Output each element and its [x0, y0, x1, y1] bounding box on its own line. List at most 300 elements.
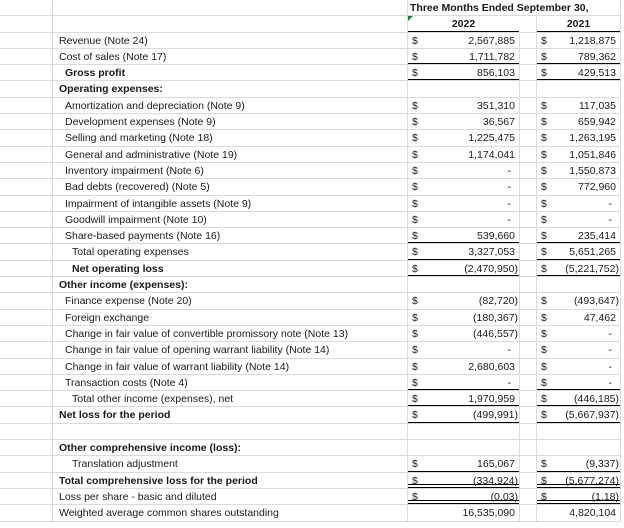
currency-symbol: $ — [541, 295, 547, 308]
table-row — [0, 310, 624, 326]
row-label: Impairment of intangible assets (Note 9) — [65, 197, 252, 210]
row-label: Change in fair value of convertible promissory note (Note 13) — [65, 327, 349, 340]
currency-symbol: $ — [412, 262, 418, 275]
row-label: Development expenses (Note 9) — [65, 116, 216, 129]
value: (5,667,937) — [565, 409, 619, 422]
value: - — [608, 360, 612, 373]
currency-symbol: $ — [541, 148, 547, 161]
cell[interactable] — [0, 179, 53, 195]
value-2021-cell[interactable] — [537, 277, 621, 293]
row-label-cell[interactable] — [53, 456, 408, 472]
row-label-cell[interactable] — [53, 244, 408, 260]
row-label-cell[interactable] — [53, 81, 408, 97]
currency-symbol: $ — [541, 67, 547, 80]
value-2021-cell[interactable] — [537, 114, 621, 130]
value-2022-cell[interactable] — [408, 293, 520, 309]
table-row — [0, 179, 624, 195]
value-2021-cell[interactable] — [537, 33, 621, 49]
value-2021-cell[interactable] — [537, 98, 621, 114]
value-2022-cell[interactable] — [408, 456, 520, 472]
value-2021-cell[interactable] — [537, 261, 621, 277]
currency-symbol: $ — [541, 474, 547, 487]
row-label: Inventory impairment (Note 6) — [65, 164, 204, 177]
table-row — [0, 424, 624, 440]
value-2022-cell[interactable] — [408, 114, 520, 130]
cell[interactable] — [0, 244, 53, 260]
value: 1,711,782 — [469, 50, 515, 63]
row-label: Total other income (expenses), net — [72, 393, 234, 406]
value: 856,103 — [477, 67, 515, 80]
value-2022-cell[interactable] — [408, 326, 520, 342]
cell[interactable] — [520, 212, 537, 228]
value-2021-cell[interactable] — [537, 179, 621, 195]
value-2022-cell[interactable] — [408, 163, 520, 179]
value: 1,218,875 — [569, 34, 616, 47]
currency-symbol: $ — [412, 458, 418, 471]
value-2021-cell[interactable] — [537, 424, 621, 440]
cell[interactable] — [520, 342, 537, 358]
cell[interactable] — [53, 16, 408, 32]
cell[interactable] — [520, 179, 537, 195]
value-2021-cell[interactable] — [537, 228, 621, 244]
row-label-cell[interactable] — [53, 489, 408, 505]
cell[interactable] — [0, 342, 53, 358]
currency-symbol: $ — [412, 34, 418, 47]
currency-symbol: $ — [541, 99, 547, 112]
currency-symbol: $ — [541, 376, 547, 389]
cell[interactable] — [0, 81, 53, 97]
row-label-cell[interactable] — [53, 147, 408, 163]
row-label-cell[interactable] — [53, 391, 408, 407]
value-2021-cell[interactable] — [537, 489, 621, 505]
cell[interactable] — [0, 293, 53, 309]
value-2021-cell[interactable] — [537, 456, 621, 472]
header-row-period — [0, 0, 624, 16]
currency-symbol: $ — [541, 344, 547, 357]
row-label-cell[interactable] — [53, 375, 408, 391]
currency-symbol: $ — [541, 311, 547, 324]
cell[interactable] — [0, 212, 53, 228]
table-row — [0, 147, 624, 163]
value: 351,310 — [477, 99, 515, 112]
value-2022-cell[interactable] — [408, 489, 520, 505]
value-2022-cell[interactable] — [408, 261, 520, 277]
year-2022-label: 2022 — [451, 18, 476, 31]
cell[interactable] — [0, 326, 53, 342]
value: - — [608, 327, 612, 340]
year-2021-label: 2021 — [566, 18, 591, 31]
row-label: Share-based payments (Note 16) — [65, 230, 221, 243]
row-label: Total operating expenses — [72, 246, 189, 259]
table-row — [0, 489, 624, 505]
row-label-cell[interactable] — [53, 98, 408, 114]
value-2021-cell[interactable] — [537, 81, 621, 97]
value: 5,651,265 — [569, 246, 616, 259]
row-label-cell[interactable] — [53, 440, 408, 456]
cell[interactable] — [0, 16, 53, 32]
value: 235,414 — [578, 230, 616, 243]
value-2021-cell[interactable] — [537, 244, 621, 260]
row-label-cell[interactable] — [53, 310, 408, 326]
cell[interactable] — [0, 310, 53, 326]
cell[interactable] — [520, 33, 537, 49]
row-label-cell[interactable] — [53, 342, 408, 358]
currency-symbol: $ — [412, 213, 418, 226]
row-label: Finance expense (Note 20) — [65, 295, 192, 308]
cell[interactable] — [0, 375, 53, 391]
value: 165,067 — [477, 458, 515, 471]
table-row — [0, 244, 624, 260]
value-2021-cell[interactable] — [537, 212, 621, 228]
error-indicator-icon — [408, 16, 413, 21]
currency-symbol: $ — [412, 230, 418, 243]
currency-symbol: $ — [412, 409, 418, 422]
value-2022-cell[interactable] — [408, 359, 520, 375]
table-row — [0, 163, 624, 179]
value-2022-cell[interactable] — [408, 440, 520, 456]
cell[interactable] — [520, 98, 537, 114]
row-label-cell[interactable] — [53, 212, 408, 228]
value-2022-cell[interactable] — [408, 424, 520, 440]
cell[interactable] — [0, 98, 53, 114]
cell[interactable] — [520, 65, 537, 81]
value-2022-cell[interactable] — [408, 130, 520, 146]
currency-symbol: $ — [412, 490, 418, 503]
value-2021-cell[interactable] — [537, 342, 621, 358]
table-row — [0, 342, 624, 358]
value: - — [507, 197, 511, 210]
currency-symbol: $ — [412, 50, 418, 63]
cell[interactable] — [520, 489, 537, 505]
table-row — [0, 33, 624, 49]
value-2021-cell[interactable] — [537, 391, 621, 407]
cell[interactable] — [0, 0, 53, 16]
cell[interactable] — [520, 505, 537, 521]
table-row — [0, 440, 624, 456]
value: 1,174,041 — [468, 148, 515, 161]
currency-symbol: $ — [412, 132, 418, 145]
value: - — [608, 344, 612, 357]
currency-symbol: $ — [412, 197, 418, 210]
value: - — [507, 213, 511, 226]
value-2022-cell[interactable] — [408, 342, 520, 358]
row-label-cell[interactable] — [53, 261, 408, 277]
value: 3,327,053 — [468, 246, 515, 259]
table-row — [0, 326, 624, 342]
value: - — [608, 213, 612, 226]
row-label-cell[interactable] — [53, 114, 408, 130]
period-title-cell[interactable] — [408, 0, 589, 16]
cell[interactable] — [0, 489, 53, 505]
cell[interactable] — [520, 326, 537, 342]
row-label: Selling and marketing (Note 18) — [65, 132, 213, 145]
value-2021-cell[interactable] — [537, 440, 621, 456]
value: 36,567 — [482, 116, 515, 129]
cell[interactable] — [520, 391, 537, 407]
currency-symbol: $ — [412, 181, 418, 194]
value: - — [507, 181, 511, 194]
table-row — [0, 473, 624, 489]
table-row — [0, 261, 624, 277]
value-2022-cell[interactable] — [408, 228, 520, 244]
value: 117,035 — [578, 99, 616, 112]
row-label-cell[interactable] — [53, 407, 408, 423]
value: - — [608, 376, 612, 389]
cell[interactable] — [0, 261, 53, 277]
row-label: Loss per share - basic and diluted — [59, 490, 217, 503]
cell[interactable] — [0, 130, 53, 146]
currency-symbol: $ — [541, 458, 547, 471]
value: - — [608, 197, 612, 210]
cell[interactable] — [0, 196, 53, 212]
row-label: Other income (expenses): — [59, 279, 188, 292]
currency-symbol: $ — [412, 164, 418, 177]
cell[interactable] — [520, 277, 537, 293]
cell[interactable] — [520, 261, 537, 277]
year-2021-cell[interactable] — [537, 16, 621, 32]
cell[interactable] — [520, 424, 537, 440]
value-2021-cell[interactable] — [537, 163, 621, 179]
row-label: Net loss for the period — [59, 409, 171, 422]
value: 2,680,603 — [468, 360, 515, 373]
value-2022-cell[interactable] — [408, 147, 520, 163]
currency-symbol: $ — [541, 116, 547, 129]
currency-symbol: $ — [412, 99, 418, 112]
table-row — [0, 49, 624, 65]
cell[interactable] — [0, 505, 53, 521]
cell[interactable] — [520, 163, 537, 179]
value-2022-cell[interactable] — [408, 196, 520, 212]
currency-symbol: $ — [412, 246, 418, 259]
value: - — [507, 164, 511, 177]
row-label: General and administrative (Note 19) — [65, 148, 238, 161]
value: (82,720) — [478, 295, 518, 308]
row-label-cell[interactable] — [53, 179, 408, 195]
value: (180,367) — [473, 311, 518, 324]
cell[interactable] — [0, 228, 53, 244]
row-label-cell[interactable] — [53, 326, 408, 342]
cell[interactable] — [520, 228, 537, 244]
currency-symbol: $ — [412, 327, 418, 340]
value: 2,567,885 — [468, 34, 515, 47]
row-label-cell[interactable] — [53, 130, 408, 146]
cell[interactable] — [520, 310, 537, 326]
value-2021-cell[interactable] — [537, 147, 621, 163]
row-label-cell[interactable] — [53, 473, 408, 489]
cell[interactable] — [0, 473, 53, 489]
value: 1,225,475 — [468, 132, 515, 145]
value: 789,362 — [578, 50, 616, 63]
value: (446,557) — [473, 327, 518, 340]
cell[interactable] — [520, 359, 537, 375]
value-2022-cell[interactable] — [408, 244, 520, 260]
table-row — [0, 65, 624, 81]
currency-symbol: $ — [541, 262, 547, 275]
header-row-years — [0, 16, 624, 32]
value: 47,462 — [583, 311, 616, 324]
value-2022-cell[interactable] — [408, 277, 520, 293]
cell[interactable] — [520, 440, 537, 456]
value: (446,185) — [574, 393, 619, 406]
row-label-cell[interactable] — [53, 65, 408, 81]
value-2021-cell[interactable] — [537, 196, 621, 212]
row-label: Transaction costs (Note 4) — [65, 376, 188, 389]
cell[interactable] — [0, 65, 53, 81]
row-label-cell[interactable] — [53, 293, 408, 309]
row-label-cell[interactable] — [53, 359, 408, 375]
cell[interactable] — [0, 163, 53, 179]
currency-symbol: $ — [412, 393, 418, 406]
cell[interactable] — [520, 407, 537, 423]
value-2021-cell[interactable] — [537, 375, 621, 391]
table-row — [0, 359, 624, 375]
cell[interactable] — [0, 277, 53, 293]
cell[interactable] — [53, 0, 408, 16]
cell[interactable] — [0, 440, 53, 456]
currency-symbol: $ — [412, 148, 418, 161]
value: 539,660 — [477, 230, 515, 243]
value-2022-cell[interactable] — [408, 310, 520, 326]
value-2021-cell[interactable] — [537, 130, 621, 146]
value-2021-cell[interactable] — [537, 310, 621, 326]
value-2021-cell[interactable] — [537, 65, 621, 81]
cell[interactable] — [0, 49, 53, 65]
cell[interactable] — [520, 16, 537, 32]
value-2022-cell[interactable] — [408, 49, 520, 65]
cell[interactable] — [520, 49, 537, 65]
cell[interactable] — [520, 473, 537, 489]
table-row — [0, 407, 624, 423]
currency-symbol: $ — [541, 490, 547, 503]
row-label-cell[interactable] — [53, 196, 408, 212]
value: (1.18) — [591, 490, 619, 503]
currency-symbol: $ — [412, 67, 418, 80]
cell[interactable] — [0, 114, 53, 130]
value: 1,263,195 — [569, 132, 616, 145]
value: 659,942 — [578, 116, 616, 129]
row-label-cell[interactable] — [53, 49, 408, 65]
table-row — [0, 228, 624, 244]
table-row — [0, 277, 624, 293]
row-label: Translation adjustment — [72, 458, 178, 471]
row-label: Weighted average common shares outstanding — [59, 507, 279, 520]
value-2022-cell[interactable] — [408, 33, 520, 49]
row-label: Other comprehensive income (loss): — [59, 442, 242, 455]
year-2022-cell[interactable] — [408, 16, 520, 32]
table-row — [0, 196, 624, 212]
value-2022-cell[interactable] — [408, 505, 520, 521]
value: (2,470,950) — [464, 262, 518, 275]
cell[interactable] — [0, 424, 53, 440]
value: 4,820,104 — [569, 507, 616, 520]
row-label: Change in fair value of opening warrant liability (Note 14) — [65, 344, 330, 357]
value-2021-cell[interactable] — [537, 326, 621, 342]
currency-symbol: $ — [541, 181, 547, 194]
value-2021-cell[interactable] — [537, 505, 621, 521]
currency-symbol: $ — [541, 132, 547, 145]
cell[interactable] — [0, 147, 53, 163]
currency-symbol: $ — [412, 311, 418, 324]
cell[interactable] — [0, 456, 53, 472]
currency-symbol: $ — [412, 376, 418, 389]
cell[interactable] — [520, 456, 537, 472]
value-2022-cell[interactable] — [408, 65, 520, 81]
row-label: Foreign exchange — [65, 311, 150, 324]
value-2022-cell[interactable] — [408, 391, 520, 407]
cell[interactable] — [520, 293, 537, 309]
value: 772,960 — [578, 181, 616, 194]
value: 1,970,959 — [468, 393, 515, 406]
value-2022-cell[interactable] — [408, 473, 520, 489]
value: 1,550,873 — [569, 164, 616, 177]
value-2022-cell[interactable] — [408, 179, 520, 195]
table-row — [0, 130, 624, 146]
row-label: Operating expenses: — [59, 83, 163, 96]
value-2021-cell[interactable] — [537, 359, 621, 375]
row-label: Total comprehensive loss for the period — [59, 474, 258, 487]
value-2021-cell[interactable] — [537, 293, 621, 309]
cell[interactable] — [520, 130, 537, 146]
table-row — [0, 212, 624, 228]
cell[interactable] — [0, 391, 53, 407]
value-2021-cell[interactable] — [537, 407, 621, 423]
value: 429,513 — [578, 67, 616, 80]
value-2021-cell[interactable] — [537, 473, 621, 489]
value: (5,221,752) — [565, 262, 619, 275]
currency-symbol: $ — [412, 116, 418, 129]
cell[interactable] — [520, 244, 537, 260]
value-2021-cell[interactable] — [537, 49, 621, 65]
value-2022-cell[interactable] — [408, 407, 520, 423]
table-row — [0, 98, 624, 114]
cell[interactable] — [0, 359, 53, 375]
row-label-cell[interactable] — [53, 424, 408, 440]
row-label-cell[interactable] — [53, 33, 408, 49]
row-label-cell[interactable] — [53, 505, 408, 521]
cell[interactable] — [520, 375, 537, 391]
cell[interactable] — [520, 147, 537, 163]
value: (499,991) — [473, 409, 518, 422]
table-row — [0, 391, 624, 407]
row-label-cell[interactable] — [53, 228, 408, 244]
value: (334,924) — [473, 474, 518, 487]
currency-symbol: $ — [412, 360, 418, 373]
period-title: Three Months Ended September 30, — [408, 0, 598, 15]
currency-symbol: $ — [412, 295, 418, 308]
value: - — [507, 376, 511, 389]
cell[interactable] — [520, 81, 537, 97]
table-row — [0, 505, 624, 521]
cell[interactable] — [0, 33, 53, 49]
row-label-cell[interactable] — [53, 163, 408, 179]
value-2022-cell[interactable] — [408, 212, 520, 228]
row-label: Goodwill impairment (Note 10) — [65, 213, 207, 226]
value-2022-cell[interactable] — [408, 98, 520, 114]
table-row — [0, 114, 624, 130]
value: 16,535,090 — [462, 507, 515, 520]
value-2022-cell[interactable] — [408, 81, 520, 97]
currency-symbol: $ — [412, 344, 418, 357]
value: (493,647) — [574, 295, 619, 308]
row-label-cell[interactable] — [53, 277, 408, 293]
table-row — [0, 456, 624, 472]
value-2022-cell[interactable] — [408, 375, 520, 391]
cell[interactable] — [0, 407, 53, 423]
row-label: Amortization and depreciation (Note 9) — [65, 99, 245, 112]
currency-symbol: $ — [541, 360, 547, 373]
cell[interactable] — [520, 114, 537, 130]
cell[interactable] — [520, 196, 537, 212]
